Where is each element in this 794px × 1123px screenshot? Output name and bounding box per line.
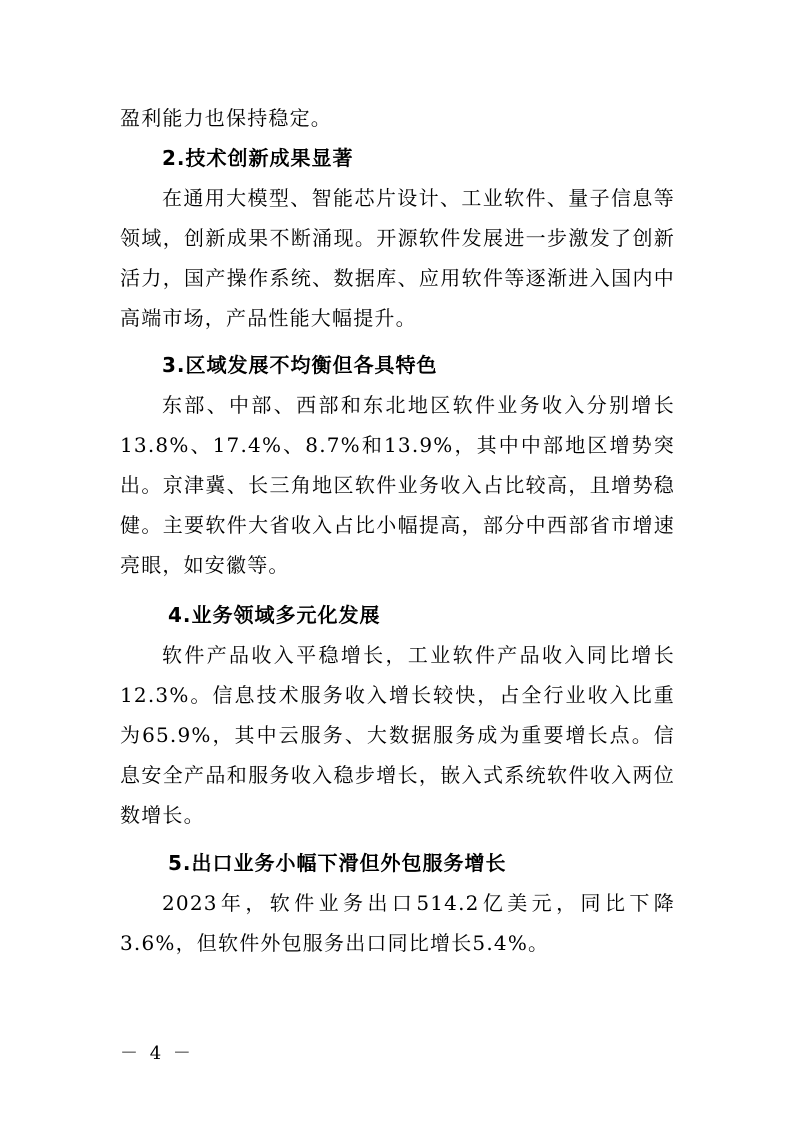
section-paragraph-5: 2023年，软件业务出口514.2亿美元，同比下降3.6%，但软件外包服务出口同比增长5.4%。: [120, 891, 675, 955]
page-number: － 4 －: [120, 1043, 194, 1064]
section-paragraph-3: 东部、中部、西部和东北地区软件业务收入分别增长13.8%、17.4%、8.7%和13.9%，其中中部地区增势突出。京津冀、长三角地区软件业务收入占比较高，且增势稳健。主要软件大省收入占比小幅提高，部分中西部省市增速亮眼，如安徽等。: [120, 393, 675, 577]
section-heading-4: 4.业务领域多元化发展: [168, 603, 381, 627]
section-paragraph-2: 在通用大模型、智能芯片设计、工业软件、量子信息等领域，创新成果不断涌现。开源软件发展进一步激发了创新活力，国产操作系统、数据库、应用软件等逐渐进入国内中高端市场，产品性能大幅提升。: [120, 186, 675, 330]
continuation-paragraph: 盈利能力也保持稳定。: [120, 106, 332, 130]
section-heading-2: 2.技术创新成果显著: [162, 146, 354, 170]
section-paragraph-4: 软件产品收入平稳增长，工业软件产品收入同比增长12.3%。信息技术服务收入增长较快，占全行业收入比重为65.9%，其中云服务、大数据服务成为重要增长点。信息安全产品和服务收入稳步增长，嵌入式系统软件收入两位数增长。: [120, 643, 675, 827]
section-heading-5: 5.出口业务小幅下滑但外包服务增长: [168, 851, 507, 875]
section-heading-3: 3.区域发展不均衡但各具特色: [162, 353, 438, 377]
